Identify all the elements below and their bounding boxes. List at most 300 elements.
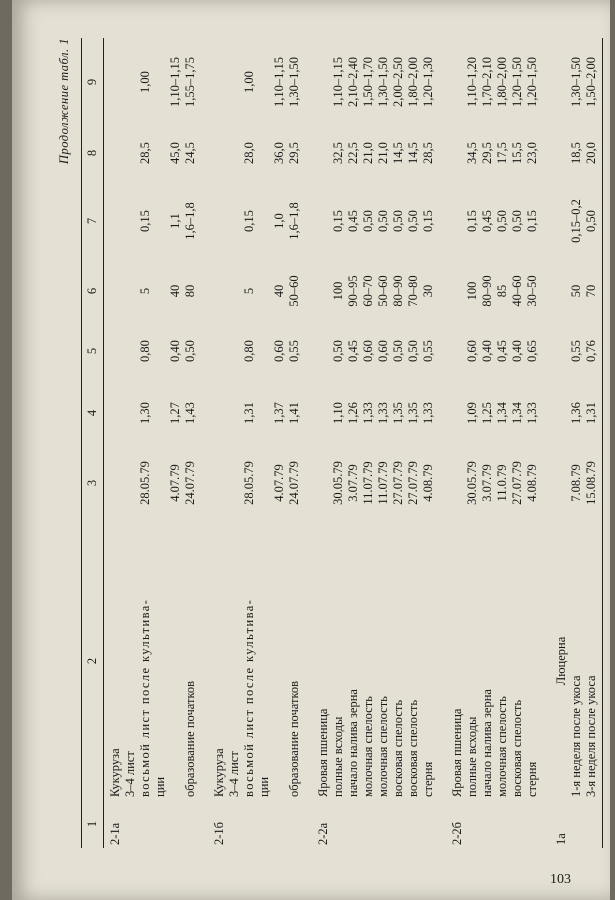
value-cell: 29,5 <box>287 142 301 164</box>
value-cell: 7.08.79 <box>569 464 583 502</box>
value-cell: 1,36 <box>569 402 583 424</box>
code-cell <box>510 800 525 848</box>
value-cell <box>153 38 168 126</box>
value-cell: 28,5 <box>421 142 435 164</box>
value-cell: 1,30–1,50 <box>376 57 390 107</box>
value-cell <box>153 262 168 320</box>
value-cell: 0,15 <box>525 210 539 232</box>
value-cell: 0,50 <box>183 340 197 362</box>
value-cell <box>104 444 124 522</box>
value-cell <box>227 444 242 522</box>
code-cell: 2-2б <box>450 821 464 845</box>
header-cell: 6 <box>82 262 104 320</box>
value-cell: 0,50 <box>495 210 509 232</box>
table-row <box>331 38 346 848</box>
header-cell: 3 <box>82 444 104 522</box>
value-cell: 80–90 <box>391 275 405 307</box>
value-cell <box>550 382 569 444</box>
label-cell: образование початков <box>183 680 197 797</box>
value-cell: 1,20–1,30 <box>421 57 435 107</box>
value-cell: 0,60 <box>361 340 375 362</box>
table-row <box>138 38 153 848</box>
code-cell <box>406 800 421 848</box>
table-row <box>391 38 406 848</box>
value-cell: 1,30–1,50 <box>287 57 301 107</box>
value-cell: 1,30 <box>138 402 152 424</box>
value-cell: 0,50 <box>510 210 524 232</box>
value-cell <box>446 444 465 522</box>
value-cell: 1,41 <box>287 402 301 424</box>
table-body <box>104 38 603 848</box>
value-cell: 2,00–2,50 <box>391 57 405 107</box>
label-cell: ции <box>153 776 167 797</box>
value-cell <box>123 382 138 444</box>
value-cell: 1,33 <box>421 402 435 424</box>
value-cell <box>550 180 569 262</box>
value-cell: 1,37 <box>272 402 286 424</box>
page-number: 103 <box>550 872 571 887</box>
value-cell: 1,20–1,50 <box>510 57 524 107</box>
value-cell: 0,45 <box>480 210 494 232</box>
label-cell: полные всходы <box>465 716 479 797</box>
label-cell: восковая спелость <box>391 699 405 797</box>
header-cell: 1 <box>82 800 104 848</box>
code-cell <box>257 800 272 848</box>
value-cell <box>153 382 168 444</box>
label-cell: начало налива зерна <box>346 689 360 797</box>
value-cell <box>227 38 242 126</box>
value-cell <box>227 320 242 382</box>
value-cell: 15.08.79 <box>584 444 603 522</box>
table-row <box>525 38 540 848</box>
data-table <box>81 38 603 848</box>
value-cell: 0,50 <box>584 180 603 262</box>
value-cell: 22,5 <box>346 142 360 164</box>
spacer-row <box>436 38 446 848</box>
label-cell: молочная спелость <box>361 696 375 797</box>
spacer-cell <box>540 38 550 848</box>
table-row <box>183 38 198 848</box>
value-cell: 5 <box>242 287 256 295</box>
value-cell: 21,0 <box>376 142 390 164</box>
value-cell: 1,00 <box>242 71 256 93</box>
value-cell <box>312 180 331 262</box>
label-cell: Кукуруза <box>108 748 122 797</box>
table-row <box>584 38 603 848</box>
header-cell: 5 <box>82 320 104 382</box>
value-cell: 0,50 <box>376 210 390 232</box>
value-cell <box>104 262 124 320</box>
value-cell: 1,10–1,20 <box>465 57 479 107</box>
value-cell: 1,50–1,70 <box>361 57 375 107</box>
value-cell: 1,34 <box>495 402 509 424</box>
value-cell: 14,5 <box>406 142 420 164</box>
value-cell: 27.07.79 <box>391 461 405 505</box>
value-cell <box>208 444 227 522</box>
label-cell: молочная спелость <box>495 696 509 797</box>
table-row <box>257 38 272 848</box>
group-row <box>208 38 227 848</box>
value-cell: 36,0 <box>272 142 286 164</box>
value-cell: 20,0 <box>584 126 603 180</box>
value-cell: 100 <box>465 281 479 301</box>
value-cell: 17,5 <box>495 142 509 164</box>
table-row <box>495 38 510 848</box>
header-cell: 9 <box>82 38 104 126</box>
code-cell <box>391 800 406 848</box>
value-cell <box>153 180 168 262</box>
value-cell: 30–50 <box>525 275 539 307</box>
value-cell <box>227 262 242 320</box>
table-row <box>406 38 421 848</box>
table-row <box>346 38 361 848</box>
value-cell <box>446 262 465 320</box>
value-cell <box>208 320 227 382</box>
table-row <box>242 38 257 848</box>
value-cell: 1,6–1,8 <box>287 202 301 240</box>
value-cell: 1,26 <box>346 402 360 424</box>
value-cell <box>104 126 124 180</box>
value-cell <box>312 382 331 444</box>
value-cell: 0,50 <box>331 340 345 362</box>
value-cell <box>312 38 331 126</box>
book-page <box>12 0 610 900</box>
value-cell <box>208 262 227 320</box>
value-cell: 0,40 <box>510 340 524 362</box>
value-cell: 4.07.79 <box>272 464 286 502</box>
value-cell: 50 <box>569 284 583 298</box>
spacer-cell <box>436 38 446 848</box>
value-cell: 50–60 <box>376 275 390 307</box>
code-cell: 2-1а <box>108 822 122 845</box>
value-cell: 40 <box>272 284 286 298</box>
value-cell <box>123 126 138 180</box>
value-cell <box>550 320 569 382</box>
value-cell <box>208 382 227 444</box>
value-cell <box>446 180 465 262</box>
value-cell: 1,33 <box>525 402 539 424</box>
value-cell: 0,60 <box>465 340 479 362</box>
value-cell: 15,5 <box>510 142 524 164</box>
value-cell: 24,5 <box>183 142 197 164</box>
value-cell: 0,60 <box>376 340 390 362</box>
value-cell: 34,5 <box>465 142 479 164</box>
value-cell: 1,43 <box>183 402 197 424</box>
value-cell: 0,50 <box>361 210 375 232</box>
value-cell: 0,76 <box>584 320 603 382</box>
value-cell: 90–95 <box>346 275 360 307</box>
value-cell <box>550 262 569 320</box>
value-cell <box>257 444 272 522</box>
value-cell: 32,5 <box>331 142 345 164</box>
value-cell: 0,80 <box>242 340 256 362</box>
value-cell <box>227 382 242 444</box>
group-row <box>550 38 569 848</box>
value-cell: 18,5 <box>569 142 583 164</box>
value-cell: 1,27 <box>168 402 182 424</box>
value-cell: 28.05.79 <box>242 461 256 505</box>
value-cell: 0,50 <box>391 210 405 232</box>
value-cell: 1,10–1,15 <box>168 57 182 107</box>
label-cell <box>168 522 183 800</box>
table-row <box>227 38 242 848</box>
value-cell: 27.07.79 <box>510 461 524 505</box>
value-cell <box>153 126 168 180</box>
value-cell: 50–60 <box>287 275 301 307</box>
value-cell: 1,50–2,00 <box>584 38 603 126</box>
value-cell: 1,00 <box>138 71 152 93</box>
value-cell <box>153 444 168 522</box>
value-cell: 3.07.79 <box>346 464 360 502</box>
label-cell <box>272 522 287 800</box>
value-cell: 1,31 <box>242 402 256 424</box>
value-cell: 0,40 <box>168 340 182 362</box>
table-row <box>287 38 302 848</box>
value-cell: 70 <box>584 262 603 320</box>
value-cell: 1,0 <box>272 213 286 229</box>
code-cell <box>495 800 510 848</box>
header-cell: 4 <box>82 382 104 444</box>
value-cell <box>257 38 272 126</box>
value-cell <box>153 320 168 382</box>
value-cell: 0,50 <box>391 340 405 362</box>
code-cell <box>168 800 183 848</box>
label-cell: ции <box>257 776 271 797</box>
value-cell: 80–90 <box>480 275 494 307</box>
value-cell <box>312 262 331 320</box>
label-cell: Люцерна <box>554 636 568 686</box>
value-cell: 27.07.79 <box>406 461 420 505</box>
value-cell: 3.07.79 <box>480 464 494 502</box>
value-cell: 1,31 <box>584 382 603 444</box>
code-cell: 2-2а <box>316 822 330 845</box>
label-cell: стерня <box>421 761 435 797</box>
value-cell: 5 <box>138 287 152 295</box>
label-cell: Кукуруза <box>212 748 226 797</box>
value-cell: 85 <box>495 284 509 298</box>
value-cell <box>208 180 227 262</box>
spacer-cell <box>302 38 312 848</box>
value-cell: 1,10 <box>331 402 345 424</box>
value-cell <box>446 382 465 444</box>
value-cell: 45,0 <box>168 142 182 164</box>
value-cell: 1,10–1,15 <box>272 57 286 107</box>
value-cell <box>123 180 138 262</box>
code-cell <box>272 800 287 848</box>
value-cell: 40 <box>168 284 182 298</box>
value-cell: 1,70–2,10 <box>480 57 494 107</box>
value-cell: 1,20–1,50 <box>525 57 539 107</box>
value-cell: 30.05.79 <box>465 461 479 505</box>
value-cell: 0,50 <box>406 340 420 362</box>
code-cell <box>346 800 361 848</box>
code-cell: 2-1б <box>212 821 226 845</box>
value-cell: 30 <box>421 284 435 298</box>
value-cell: 0,60 <box>272 340 286 362</box>
label-cell: Яровая пшеница <box>316 708 330 797</box>
value-cell: 2,10–2,40 <box>346 57 360 107</box>
value-cell <box>104 38 124 126</box>
value-cell <box>446 126 465 180</box>
value-cell: 1,33 <box>361 402 375 424</box>
code-cell <box>331 800 346 848</box>
value-cell: 0,45 <box>346 210 360 232</box>
value-cell: 4.07.79 <box>168 464 182 502</box>
code-cell <box>569 800 584 848</box>
label-cell: Яровая пшеница <box>450 708 464 797</box>
label-cell: 3–4 лист <box>123 751 137 797</box>
value-cell: 29,5 <box>480 142 494 164</box>
value-cell <box>550 38 569 126</box>
spacer-row <box>198 38 208 848</box>
label-cell: 3-я неделя после укоса <box>584 522 603 800</box>
table-row <box>376 38 391 848</box>
value-cell <box>550 444 569 522</box>
value-cell: 1,35 <box>391 402 405 424</box>
table-row <box>465 38 480 848</box>
table-row <box>569 38 584 848</box>
value-cell <box>550 126 569 180</box>
table-row <box>168 38 183 848</box>
header-cell: 8 <box>82 126 104 180</box>
code-cell <box>138 800 153 848</box>
label-cell: молочная спелость <box>376 696 390 797</box>
value-cell <box>227 126 242 180</box>
value-cell: 1,1 <box>168 213 182 229</box>
value-cell <box>123 38 138 126</box>
table-row <box>272 38 287 848</box>
value-cell: 11.07.79 <box>361 461 375 505</box>
value-cell <box>104 382 124 444</box>
value-cell: 0,55 <box>569 340 583 362</box>
value-cell <box>257 320 272 382</box>
value-cell: 0,55 <box>287 340 301 362</box>
value-cell: 1,34 <box>510 402 524 424</box>
value-cell <box>446 320 465 382</box>
value-cell: 0,65 <box>525 340 539 362</box>
value-cell: 0,40 <box>480 340 494 362</box>
value-cell: 0,50 <box>406 210 420 232</box>
code-cell: 1а <box>554 833 568 845</box>
table-row <box>421 38 436 848</box>
table-row <box>510 38 525 848</box>
rotated-table-block <box>57 38 602 848</box>
value-cell: 0,15 <box>138 210 152 232</box>
value-cell: 100 <box>331 281 345 301</box>
value-cell: 1,25 <box>480 402 494 424</box>
header-row <box>82 38 104 848</box>
value-cell: 1,09 <box>465 402 479 424</box>
label-cell: восьмой лист после культива- <box>138 598 152 797</box>
label-cell: полные всходы <box>331 716 345 797</box>
label-cell: образование початков <box>287 680 301 797</box>
value-cell <box>123 444 138 522</box>
header-cell: 2 <box>82 522 104 800</box>
value-cell <box>312 320 331 382</box>
value-cell <box>312 126 331 180</box>
label-cell: восьмой лист после культива- <box>242 598 256 797</box>
code-cell <box>242 800 257 848</box>
table-row <box>361 38 376 848</box>
code-cell <box>480 800 495 848</box>
value-cell <box>227 180 242 262</box>
table-row <box>153 38 168 848</box>
value-cell <box>104 320 124 382</box>
value-cell: 28,5 <box>138 142 152 164</box>
value-cell: 24.07.79 <box>287 461 301 505</box>
label-cell: стерня <box>525 761 539 797</box>
value-cell <box>257 180 272 262</box>
value-cell: 0,15 <box>331 210 345 232</box>
value-cell: 80 <box>183 284 197 298</box>
value-cell: 0,15 <box>465 210 479 232</box>
value-cell <box>257 126 272 180</box>
value-cell <box>208 126 227 180</box>
table-row <box>123 38 138 848</box>
value-cell: 1,10–1,15 <box>331 57 345 107</box>
code-cell <box>361 800 376 848</box>
value-cell: 30.05.79 <box>331 461 345 505</box>
code-cell <box>227 800 242 848</box>
code-cell <box>421 800 436 848</box>
value-cell: 0,55 <box>421 340 435 362</box>
value-cell: 0,80 <box>138 340 152 362</box>
value-cell <box>312 444 331 522</box>
value-cell: 4.08.79 <box>525 464 539 502</box>
value-cell: 0,45 <box>346 340 360 362</box>
value-cell: 0,15 <box>242 210 256 232</box>
value-cell: 1,30–1,50 <box>569 57 583 107</box>
group-row <box>312 38 331 848</box>
group-row <box>104 38 124 848</box>
value-cell: 14,5 <box>391 142 405 164</box>
value-cell <box>123 262 138 320</box>
value-cell: 1,35 <box>406 402 420 424</box>
value-cell: 28,0 <box>242 142 256 164</box>
label-cell: начало налива зерна <box>480 689 494 797</box>
value-cell: 1,6–1,8 <box>183 202 197 240</box>
header-cell: 7 <box>82 180 104 262</box>
value-cell: 4.08.79 <box>421 464 435 502</box>
spacer-row <box>302 38 312 848</box>
value-cell: 70–80 <box>406 275 420 307</box>
value-cell: 0,15–0,2 <box>569 199 583 243</box>
value-cell: 24.07.79 <box>183 461 197 505</box>
label-cell: 1-я неделя после укоса <box>569 675 583 797</box>
label-cell: восковая спелость <box>406 699 420 797</box>
value-cell <box>208 38 227 126</box>
value-cell: 11.07.79 <box>376 461 390 505</box>
table-caption: Продолжение табл. 1 <box>57 38 71 165</box>
value-cell: 1,80–2,00 <box>495 57 509 107</box>
spacer-row <box>540 38 550 848</box>
value-cell <box>257 382 272 444</box>
code-cell <box>584 800 603 848</box>
value-cell: 23,0 <box>525 142 539 164</box>
code-cell <box>123 800 138 848</box>
value-cell <box>257 262 272 320</box>
value-cell <box>104 180 124 262</box>
code-cell <box>153 800 168 848</box>
label-cell: 3–4 лист <box>227 751 241 797</box>
spacer-cell <box>198 38 208 848</box>
group-row <box>446 38 465 848</box>
code-cell <box>525 800 540 848</box>
value-cell: 21,0 <box>361 142 375 164</box>
label-cell: восковая спелость <box>510 699 524 797</box>
value-cell <box>123 320 138 382</box>
value-cell: 11.0.79 <box>495 464 509 502</box>
